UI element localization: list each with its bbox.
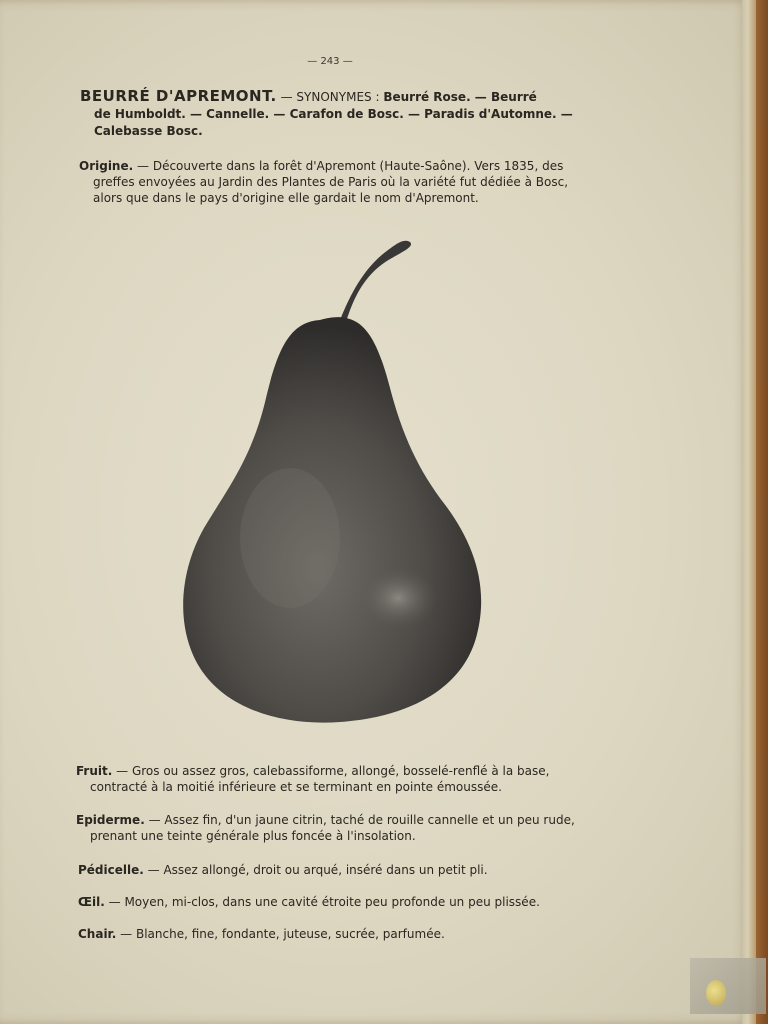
oeil-label: Œil. (78, 895, 105, 909)
pear-stem (340, 241, 411, 322)
page-number: — 243 — (307, 56, 353, 67)
chair-line-1: — Blanche, fine, fondante, juteuse, sucrée, parfumée. (120, 927, 445, 941)
pedicelle-paragraph (78, 862, 588, 878)
fruit-line-2: contracté à la moitié inférieure et se terminant en pointe émoussée. (90, 780, 502, 794)
variety-title: BEURRÉ D'APREMONT. (80, 87, 277, 105)
chair-label: Chair. (78, 927, 117, 941)
epiderme-label: Epiderme. (76, 813, 145, 827)
thumbnail-fruit-icon (706, 980, 726, 1006)
pear-highlight (240, 468, 340, 608)
pear-bruise (358, 566, 438, 630)
pedicelle-line-1: — Assez allongé, droit ou arqué, inséré dans un petit pli. (147, 863, 488, 877)
synonyms-label: — SYNONYMES : (280, 90, 380, 104)
thumbnail-overlay (690, 958, 766, 1014)
fruit-label: Fruit. (76, 764, 113, 778)
pear-photo-icon (170, 238, 490, 728)
origin-paragraph (79, 158, 589, 206)
epiderme-line-2: prenant une teinte générale plus foncée à l'insolation. (90, 829, 416, 843)
origin-line-3: alors que dans le pays d'origine elle gardait le nom d'Apremont. (93, 191, 479, 205)
page-edge (742, 0, 756, 1024)
fruit-line-1: — Gros ou assez gros, calebassiforme, allongé, bosselé-renflé à la base, (116, 764, 550, 778)
origin-line-2: greffes envoyées au Jardin des Plantes de Paris où la variété fut dédiée à Bosc, (93, 175, 569, 189)
variety-heading (80, 88, 588, 140)
epiderme-line-1: — Assez fin, d'un jaune citrin, taché de rouille cannelle et un peu rude, (148, 813, 575, 827)
synonyms-line-1: Beurré Rose. — Beurré (383, 90, 537, 104)
oeil-line-1: — Moyen, mi-clos, dans une cavité étroite peu profonde un peu plissée. (108, 895, 540, 909)
origin-label: Origine. (79, 159, 134, 173)
pedicelle-label: Pédicelle. (78, 863, 144, 877)
origin-line-1: — Découverte dans la forêt d'Apremont (Haute-Saône). Vers 1835, des (137, 159, 564, 173)
table-surface (756, 0, 768, 1024)
oeil-paragraph (78, 894, 588, 910)
fruit-paragraph (76, 763, 586, 795)
epiderme-paragraph (76, 812, 586, 844)
synonyms-line-3: Calebasse Bosc. (94, 124, 203, 138)
synonyms-line-2: de Humboldt. — Cannelle. — Carafon de Bosc. — Paradis d'Automne. — (94, 107, 573, 121)
chair-paragraph (78, 926, 588, 942)
